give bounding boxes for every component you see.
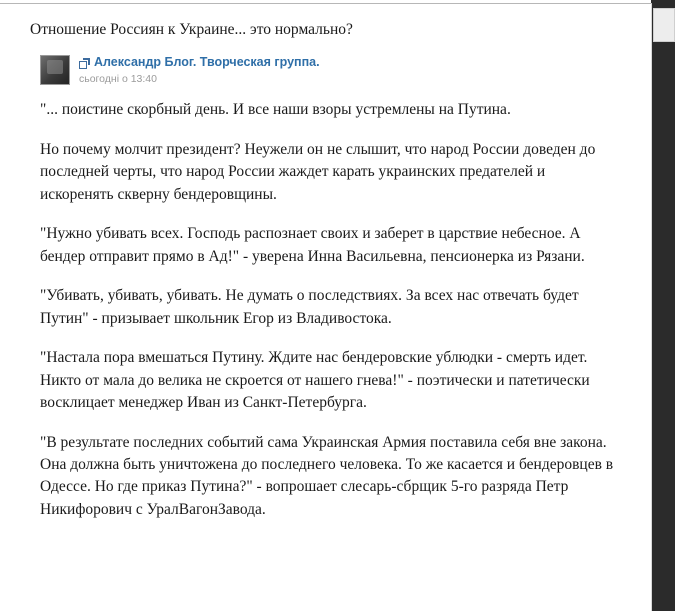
content-frame: [0, 3, 652, 611]
post-timestamp: сьогодні о 13:40: [79, 73, 157, 86]
right-side-panel[interactable]: [653, 8, 675, 42]
post-paragraph: "Убивать, убивать, убивать. Не думать о последствиях. За всех нас отвечать будет Путин" - призывает школьник Егор из Владивостока.: [40, 287, 579, 327]
page-title: Отношение Россиян к Украине... это нормально?: [30, 21, 353, 38]
author-name-link[interactable]: Александр Блог. Творческая группа.: [94, 55, 320, 70]
post-paragraph: "Нужно убивать всех. Господь распознает своих и заберет в царствие небесное. А бендер отправит прямо в Ад!" - уверена Инна Васильевна, пенсионерка из Рязани.: [40, 225, 585, 265]
avatar[interactable]: [40, 55, 70, 85]
post-container: [0, 4, 651, 610]
post-paragraph: "В результате последних событий сама Украинская Армия поставила себя вне закона. Она должна быть уничтожена до последнего человека. То же касается и бендеровцев в Одессе. Но где приказ Путина?" - вопрошает слесарь-сбрщик 5-го разряда Петр Никифорович с УралВагонЗавода.: [40, 433, 614, 518]
post-paragraph: Но почему молчит президент? Неужели он не слышит, что народ России доведен до последней черты, что народ России жаждет карать украинских предателей и искоренять скверну бендеровщины.: [40, 140, 596, 203]
external-link-icon: [79, 58, 90, 69]
page-outer-background: [651, 0, 675, 611]
post-paragraph: "Настала пора вмешаться Путину. Ждите нас бендеровские ублюдки - смерть идет. Никто от мала до велика не скроется от нашего гнева!" - поэтически и патетически восклицает менеджер Иван из Санкт-Петербурга.: [40, 349, 590, 412]
post-body: [30, 99, 629, 521]
post-author-row: [30, 55, 629, 85]
post-paragraph: "... поистине скорбный день. И все наши взоры устремлены на Путина.: [40, 101, 511, 119]
author-line: [79, 56, 320, 70]
author-meta: [79, 55, 320, 85]
